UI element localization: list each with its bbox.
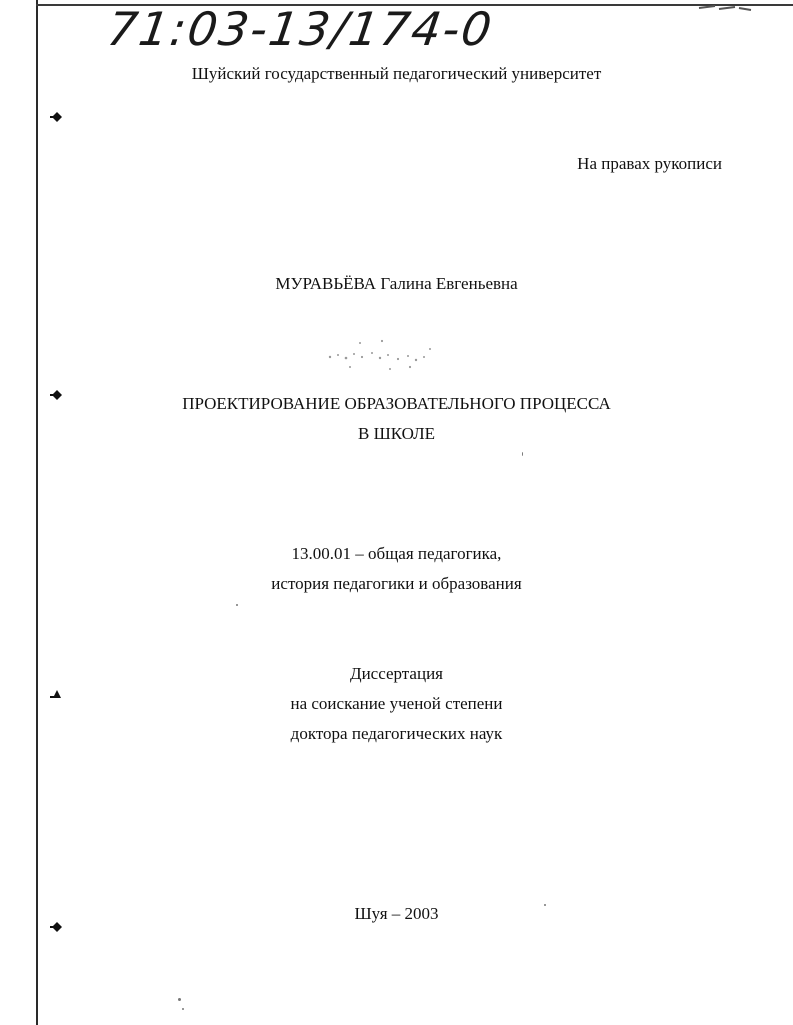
punch-hole-mark-icon xyxy=(50,388,64,402)
faded-stamp-mark xyxy=(320,335,440,377)
author-name: МУРАВЬЁВА Галина Евгеньевна xyxy=(275,274,518,293)
scan-speck xyxy=(236,604,238,606)
place-and-year: Шуя – 2003 xyxy=(354,904,439,923)
dissertation-title-line-2: В ШКОЛЕ xyxy=(358,424,435,443)
scan-speck xyxy=(522,452,523,456)
scan-speck xyxy=(178,998,181,1001)
punch-hole-mark-icon xyxy=(50,110,64,124)
scan-corner-smudge xyxy=(695,2,755,14)
specialty-code-line-1: 13.00.01 – общая педагогика, xyxy=(291,544,502,563)
university-name: Шуйский государственный педагогический университет xyxy=(191,64,602,83)
scan-left-edge xyxy=(36,0,38,1025)
handwritten-catalog-number: 71:03-13/174-0 xyxy=(104,2,497,56)
degree-line-2: на соискание ученой степени xyxy=(290,694,503,713)
manuscript-rights-note: На правах рукописи xyxy=(577,154,722,173)
punch-hole-mark-icon xyxy=(50,688,64,702)
dissertation-title-line-1: ПРОЕКТИРОВАНИЕ ОБРАЗОВАТЕЛЬНОГО ПРОЦЕССА xyxy=(182,394,611,413)
degree-line-1: Диссертация xyxy=(349,664,443,683)
scan-speck xyxy=(182,1008,184,1010)
degree-line-3: доктора педагогических наук xyxy=(290,724,503,743)
scan-speck xyxy=(544,904,546,906)
specialty-code-line-2: история педагогики и образования xyxy=(271,574,522,593)
punch-hole-mark-icon xyxy=(50,920,64,934)
